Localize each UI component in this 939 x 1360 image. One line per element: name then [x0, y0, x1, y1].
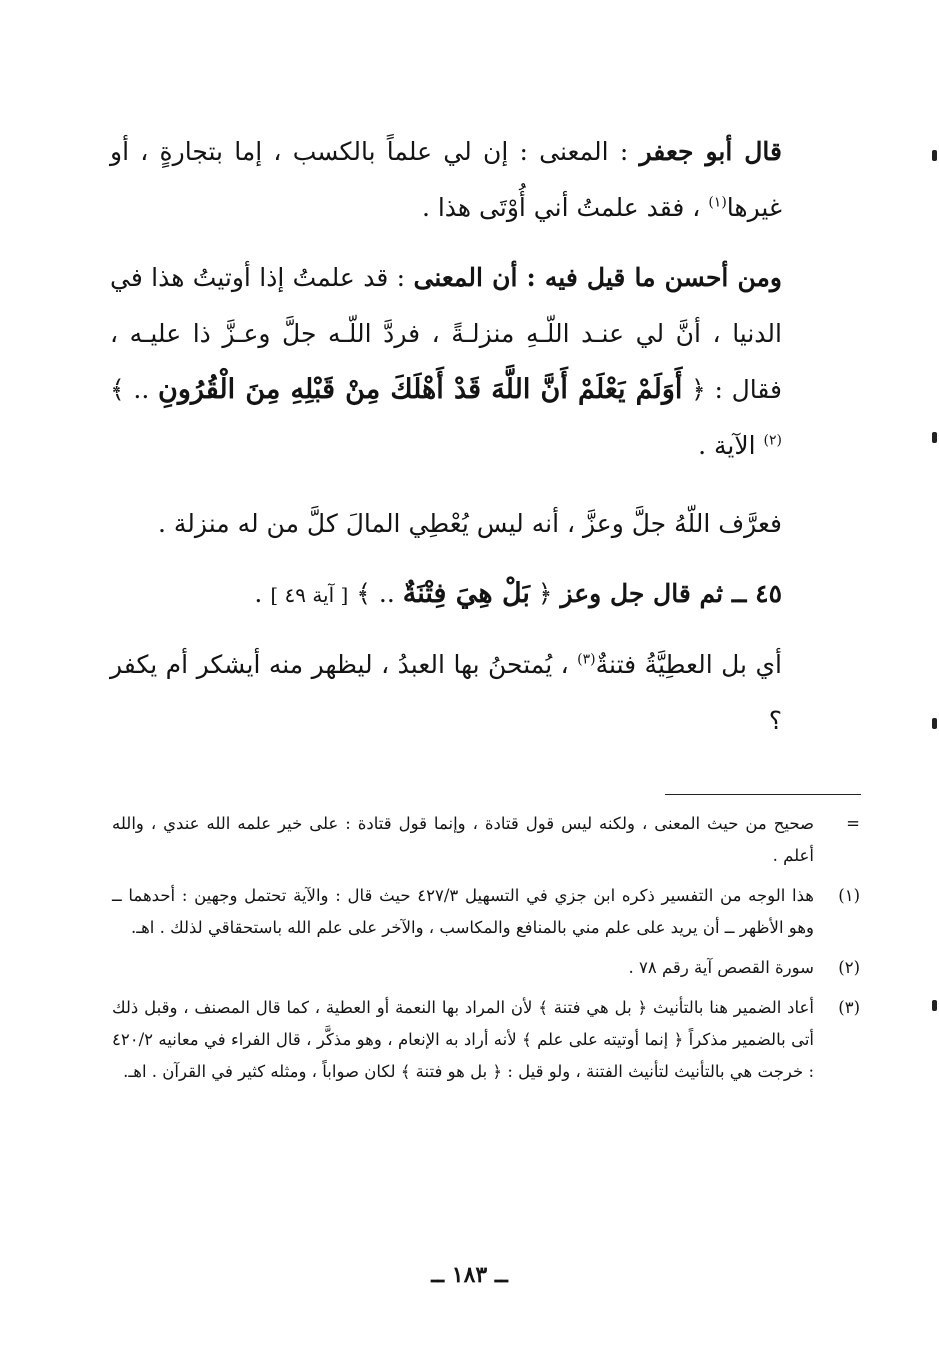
footnotes	[112, 808, 860, 1096]
footnote-1	[112, 880, 860, 944]
footnote-marker: =	[846, 814, 860, 833]
paragraph-4-verse-heading: ٤٥ ــ ثم قال جل وعز ﴿ بَلْ هِيَ فِتْنَةٌ .. ﴾ [ آية ٤٩ ] .	[254, 578, 782, 609]
footnote-text: صحيح من حيث المعنى ، ولكنه ليس قول قتادة ، وإنما قول قتادة : على خير علمه الله عندي ، والله أعلم .	[112, 814, 814, 865]
footnote-number: (٢)	[838, 958, 860, 977]
footnote-ref-1[interactable]: (١)	[708, 194, 727, 211]
footnote-number: (١)	[838, 886, 860, 905]
footnote-continued	[112, 808, 860, 872]
footnote-ref-3[interactable]: (٣)	[577, 651, 596, 668]
paragraph-3: فعرَّف اللّهُ جلَّ وعزَّ ، أنه ليس يُعْطِي المالَ كلَّ من له منزلة .	[158, 509, 782, 538]
quran-quote: أَوَلَمْ يَعْلَمْ أَنَّ اللَّهَ قَدْ أَهْلَكَ مِنْ قَبْلِهِ مِنَ الْقُرُونِ	[158, 374, 683, 405]
footnote-text: سورة القصص آية رقم ٧٨ .	[628, 958, 814, 977]
paragraph-2: ومن أحسن ما قيل فيه : أن المعنى : قد علمتُ إذا أوتيتُ هذا في الدنيا ، أنَّ لي عنـد اللّـهِ منزلـةً ، فردَّ اللّـه جلَّ وعـزَّ ذا عليـه ، فقال : ﴿ أَوَلَمْ يَعْلَمْ أَنَّ اللَّهَ قَدْ أَهْلَكَ مِنْ قَبْلِهِ مِنَ الْقُرُونِ .. ﴾$^{(٢)}$ الآية .	[110, 263, 783, 460]
scan-mark	[932, 150, 937, 161]
main-text	[110, 124, 782, 749]
footnote-2	[112, 952, 860, 984]
paragraph-5: أي بل العطِيَّةُ فتنةٌ$^{(٣)}$ ، يُمتحنُ بها العبدُ ، ليظهر منه أيشكر أم يكفر ؟	[110, 650, 782, 735]
footnote-3	[112, 992, 860, 1088]
footnote-number: (٣)	[838, 998, 860, 1017]
footnote-text: هذا الوجه من التفسير ذكره ابن جزي في التسهيل ٤٢٧/٣ حيث قال : والآية تحتمل وجهين : أحدهما ــ وهو الأظهر ــ أن يريد على علم مني بالمنافع والمكاسب ، والآخر على علم الله باستحقاقي لذلك . اهـ.	[112, 886, 814, 937]
page-number: ــ ١٨٣ ــ	[431, 1262, 508, 1288]
verse-number: [ آية ٤٩ ]	[270, 583, 349, 607]
scan-mark	[932, 432, 937, 443]
verse-heading: ٤٥ ــ ثم قال جل وعز	[560, 579, 782, 608]
footnote-ref-2[interactable]: (٢)	[763, 432, 782, 449]
footnote-text: أعاد الضمير هنا بالتأنيث ﴿ بل هي فتنة ﴾ لأن المراد بها النعمة أو العطية ، كما قال المصنف ، وقبل ذلك أتى بالضمير مذكراً ﴿ إنما أوتيته على علم ﴾ لأنه أراد به الإنعام ، وهو مذكَّر ، قال الفراء في معانيه ٤٢٠/٢ : خرجت هي بالتأنيث لتأنيث الفتنة ، ولو قيل : ﴿ بل هو فتنة ﴾ لكان صواباً ، ومثله كثير في القرآن . اهـ.	[112, 998, 814, 1081]
speaker-name: قال أبو جعفر	[639, 137, 783, 166]
paragraph-1: قال أبو جعفر : المعنى : إن لي علماً بالكسب ، إما بتجارةٍ ، أو غيرها$^{(١)}$ ، فقد علمتُ أني أُوْتَى هذا .	[110, 137, 783, 222]
scan-mark	[932, 718, 937, 729]
scan-mark	[932, 1000, 937, 1011]
quran-quote: بَلْ هِيَ فِتْنَةٌ	[402, 578, 530, 609]
footnote-separator	[665, 794, 861, 795]
